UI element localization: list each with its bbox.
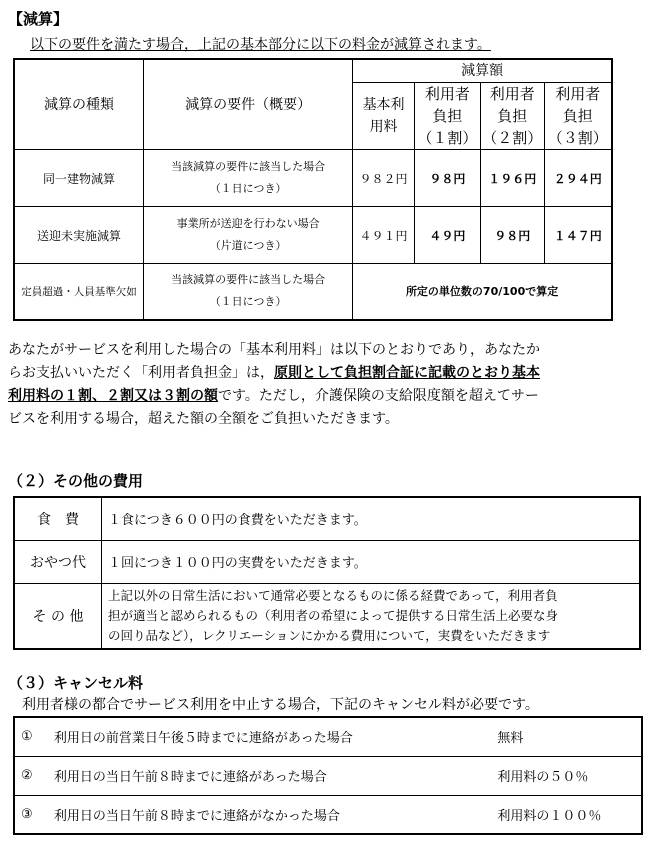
cancel-condition: 利用日の当日午前８時までに連絡がなかった場合 bbox=[54, 795, 497, 834]
col-header-share2 bbox=[480, 83, 544, 150]
other-text-line: の回り品など），レクリエーションにかかる費用について，実費をいただきます bbox=[108, 627, 551, 643]
cancel-condition: 利用日の当日午前８時までに連絡があった場合 bbox=[54, 756, 497, 795]
cancel-fee: 利用料の１００％ bbox=[497, 795, 642, 834]
table-row bbox=[14, 717, 642, 756]
col-header-share3-line3: （３割） bbox=[547, 129, 608, 147]
col-header-share2-line1: 利用者 bbox=[489, 85, 535, 103]
col-header-share1 bbox=[414, 83, 480, 150]
table-row bbox=[14, 207, 612, 264]
row-requirement bbox=[144, 207, 353, 264]
fee-paragraph-line3 bbox=[8, 385, 540, 408]
col-header-basic bbox=[353, 83, 415, 150]
col-header-share3-line2: 負担 bbox=[562, 107, 593, 125]
col-header-type: 減算の種類 bbox=[14, 59, 144, 150]
other-label: 食 費 bbox=[14, 497, 102, 540]
row-type: 定員超過・人員基準欠如 bbox=[14, 264, 144, 320]
table-row bbox=[14, 795, 642, 834]
row-type: 送迎未実施減算 bbox=[14, 207, 144, 264]
cancel-fee: 無料 bbox=[497, 717, 642, 756]
col-header-requirement: 減算の要件（概要） bbox=[144, 59, 353, 150]
row-requirement-line1: 事業所が送迎を行わない場合 bbox=[176, 217, 320, 230]
reduction-table bbox=[13, 58, 613, 321]
col-header-share3 bbox=[544, 83, 612, 150]
fee-paragraph-emphasis2: 利用料の１割、２割又は３割の額 bbox=[8, 388, 218, 404]
table-row bbox=[14, 583, 640, 649]
reduction-intro: 以下の要件を満たす場合，上記の基本部分に以下の料金が減算されます。 bbox=[30, 37, 491, 53]
other-text-line: 担が適当と認められるもの（利用者の希望によって提供する日常生活上必要な身 bbox=[108, 607, 559, 623]
table-row bbox=[14, 264, 612, 320]
row-type: 同一建物減算 bbox=[14, 150, 144, 207]
fee-paragraph-line2 bbox=[8, 362, 540, 385]
col-header-share1-line2: 負担 bbox=[432, 107, 463, 125]
other-text bbox=[102, 583, 641, 649]
col-header-share2-line3: （２割） bbox=[482, 129, 543, 147]
col-header-share1-line3: （１割） bbox=[417, 129, 478, 147]
row-requirement-line1: 当該減算の要件に該当した場合 bbox=[171, 160, 326, 173]
other-text-line: １食につき６００円の食費をいただきます。 bbox=[108, 513, 367, 529]
other-text-line: 上記以外の日常生活において通常必要となるものに係る経費であって，利用者負 bbox=[108, 587, 558, 603]
row-share1: ４９円 bbox=[414, 207, 480, 264]
row-requirement-line2: （片道につき） bbox=[209, 239, 287, 252]
reduction-title: 【減算】 bbox=[8, 10, 69, 28]
cancel-num: ① bbox=[14, 717, 54, 756]
row-basic: ９８２円 bbox=[353, 150, 415, 207]
other-text bbox=[102, 540, 641, 583]
cancel-intro: 利用者様の都合でサービス利用を中止する場合，下記のキャンセル料が必要です。 bbox=[22, 697, 539, 713]
row-share1: ９８円 bbox=[414, 150, 480, 207]
other-label: そ の 他 bbox=[14, 583, 102, 649]
cancel-title: （３）キャンセル料 bbox=[8, 674, 144, 692]
row-requirement-line1: 当該減算の要件に該当した場合 bbox=[171, 273, 326, 287]
row-share3: １４７円 bbox=[544, 207, 612, 264]
table-row bbox=[14, 540, 640, 583]
col-header-amount: 減算額 bbox=[353, 59, 612, 83]
row-share2: ９８円 bbox=[480, 207, 544, 264]
cancel-fee: 利用料の５０％ bbox=[497, 756, 642, 795]
row-requirement bbox=[144, 264, 353, 320]
col-header-share2-line2: 負担 bbox=[497, 107, 528, 125]
other-costs-title: （２）その他の費用 bbox=[8, 472, 144, 490]
row-basic: ４９１円 bbox=[353, 207, 415, 264]
row-requirement-line2: （１日につき） bbox=[209, 295, 287, 309]
row-requirement bbox=[144, 150, 353, 207]
row-requirement-line2: （１日につき） bbox=[209, 182, 287, 195]
other-text-line: １回につき１００円の実費をいただきます。 bbox=[108, 556, 367, 571]
col-header-share3-line1: 利用者 bbox=[555, 85, 601, 103]
cancel-num: ② bbox=[14, 756, 54, 795]
row-share3: ２９４円 bbox=[544, 150, 612, 207]
table-row bbox=[14, 756, 642, 795]
col-header-basic-line2: 用料 bbox=[369, 119, 398, 135]
fee-paragraph-line4: ビスを利用する場合，超えた額の全額をご負担いただきます。 bbox=[8, 411, 399, 427]
col-header-basic-line1: 基本利 bbox=[362, 97, 405, 113]
cancel-condition: 利用日の前営業日午後５時までに連絡があった場合 bbox=[54, 717, 497, 756]
fee-paragraph-line1: あなたがサービスを利用した場合の「基本利用料」は以下のとおりであり，あなたか bbox=[8, 342, 540, 358]
fee-paragraph bbox=[8, 339, 540, 431]
other-costs-table bbox=[13, 496, 641, 650]
cancel-table bbox=[13, 716, 643, 835]
fee-paragraph-line2-a: らお支払いいただく「利用者負担金」は， bbox=[8, 365, 274, 381]
other-label: おやつ代 bbox=[14, 540, 102, 583]
row-share2: １９６円 bbox=[480, 150, 544, 207]
col-header-share1-line1: 利用者 bbox=[424, 85, 470, 103]
cancel-num: ③ bbox=[14, 795, 54, 834]
fee-paragraph-emphasis1: 原則として負担割合証に記載のとおり基本 bbox=[274, 365, 540, 381]
table-row bbox=[14, 497, 640, 540]
table-row bbox=[14, 150, 612, 207]
other-text bbox=[102, 497, 641, 540]
fee-paragraph-line3-b: です。ただし，介護保険の支給限度額を超えてサー bbox=[218, 388, 539, 404]
row-merged-amount: 所定の単位数の70/100で算定 bbox=[353, 264, 612, 320]
